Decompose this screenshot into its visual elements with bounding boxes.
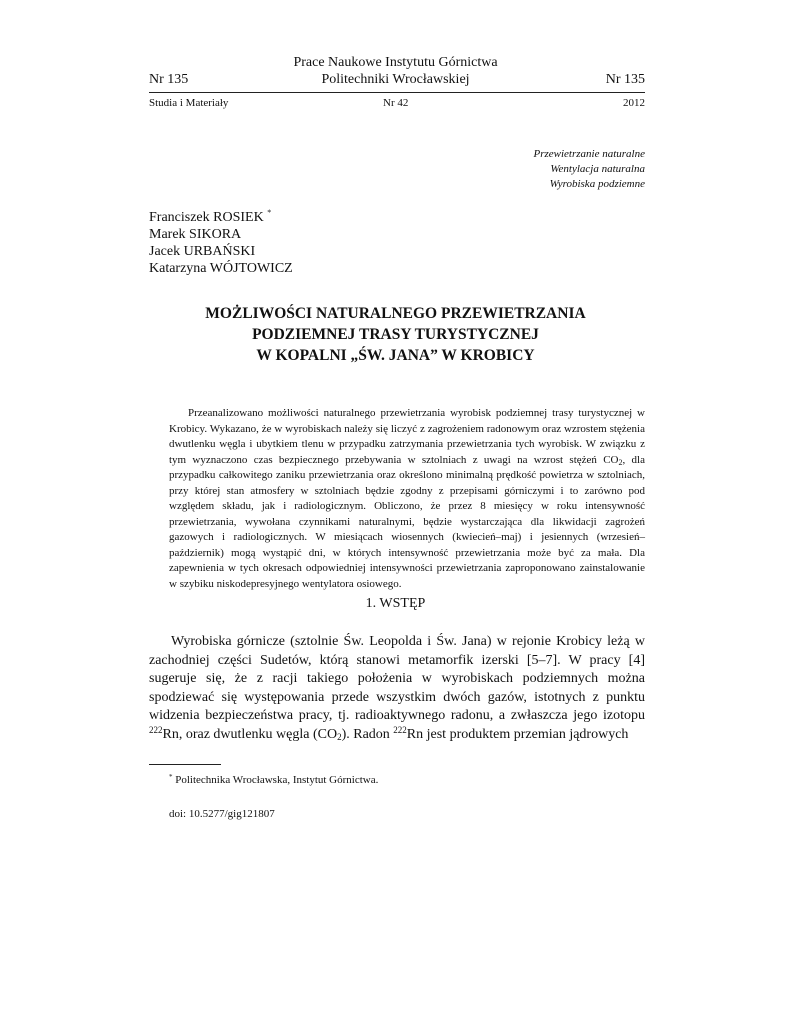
footnote-rule: [149, 764, 221, 765]
author-list: [149, 204, 293, 277]
doi: doi: 10.5277/gig121807: [169, 808, 275, 820]
abstract: Przeanalizowano możliwości naturalnego przewietrzania wyrobisk podziemnej trasy turystycznej w Krobicy. Wykazano, że w wyrobiskach należy się liczyć z zagrożeniem radonowym oraz wzrostem stężenia dwutlenku węgla i ubytkiem tlenu w przypadku zatrzymania przewietrzania tych wyrobisk. W związku z tym wyznaczono czas bezpiecznego przebywania w sztolniach z uwagi na wzrost stężeń $CO_2$, dla przypadku całkowitego zaniku przewietrzania oraz określono minimalną prędkość powietrza w sztolniach, przy której stan atmosfery w sztolniach będzie zgodny z przepisami górniczymi i to zarówno pod względem składu, jak i radiologicznym. Obliczono, że przez 8 miesięcy w roku intensywność przewietrzania, wywołana czynnikami naturalnymi, będzie wystarczająca dla likwidacji zagrożeń gazowych i radiologicznych. W miesiącach wiosennych (kwiecień–maj) i jesiennych (wrzesień–październik) mogą wystąpić dni, w których intensywność przewietrzania może być za mała. Dla zapewnienia w tych okresach odpowiedniej intensywności przewietrzania zaproponowano zainstalowanie w szybiku niskodepresyjnego wentylatora osiowego.: [169, 407, 645, 590]
author: Franciszek ROSIEK *: [149, 208, 272, 225]
author: Jacek URBAŃSKI: [149, 244, 256, 259]
journal-name-line2: Politechniki Wrocławskiej: [321, 72, 470, 87]
footnote-mark: *: [169, 773, 173, 781]
title-line: MOŻLIWOŚCI NATURALNEGO PRZEWIETRZANIA: [205, 305, 586, 322]
series-name: Studia i Materiały: [149, 97, 229, 109]
journal-name-line1: Prace Naukowe Instytutu Górnictwa: [293, 55, 498, 70]
keyword: Wentylacja naturalna: [550, 163, 645, 175]
keyword: Wyrobiska podziemne: [549, 178, 645, 190]
issue-number-right: Nr 135: [605, 72, 645, 87]
header-rule: [149, 92, 645, 93]
keywords: [533, 147, 645, 192]
keyword: Przewietrzanie naturalne: [533, 148, 645, 160]
footnote-mark: *: [267, 208, 272, 217]
title-line: PODZIEMNEJ TRASY TURYSTYCZNEJ: [252, 326, 539, 343]
author: Marek SIKORA: [149, 227, 242, 242]
title-line: W KOPALNI „ŚW. JANA” W KROBICY: [256, 347, 535, 364]
section-heading: 1. WSTĘP: [365, 596, 426, 611]
footnote: * Politechnika Wrocławska, Instytut Górnictwa.: [169, 773, 379, 786]
issue-number-left: Nr 135: [149, 72, 189, 87]
paper-title: [0, 303, 791, 366]
publication-year: 2012: [623, 97, 645, 109]
author: Katarzyna WÓJTOWICZ: [149, 261, 293, 276]
body-paragraph: Wyrobiska górnicze (sztolnie Św. Leopolda i Św. Jana) w rejonie Krobicy leżą w zachodniej części Sudetów, którą stanowi metamorfik izerski [5–7]. W pracy [4] sugeruje się, że z racji takiego położenia w wyrobiskach podziemnych można spodziewać się występowania przede wszystkim dwóch gazów, istotnych z punktu widzenia bezpieczeństwa pracy, tj. radioaktywnego radonu, a zwłaszcza jego izotopu $^{222}$Rn, oraz dwutlenku węgla $(CO_2)$. Radon $^{222}$Rn jest produktem przemian jądrowych: [149, 634, 645, 742]
series-number: Nr 42: [383, 97, 409, 109]
